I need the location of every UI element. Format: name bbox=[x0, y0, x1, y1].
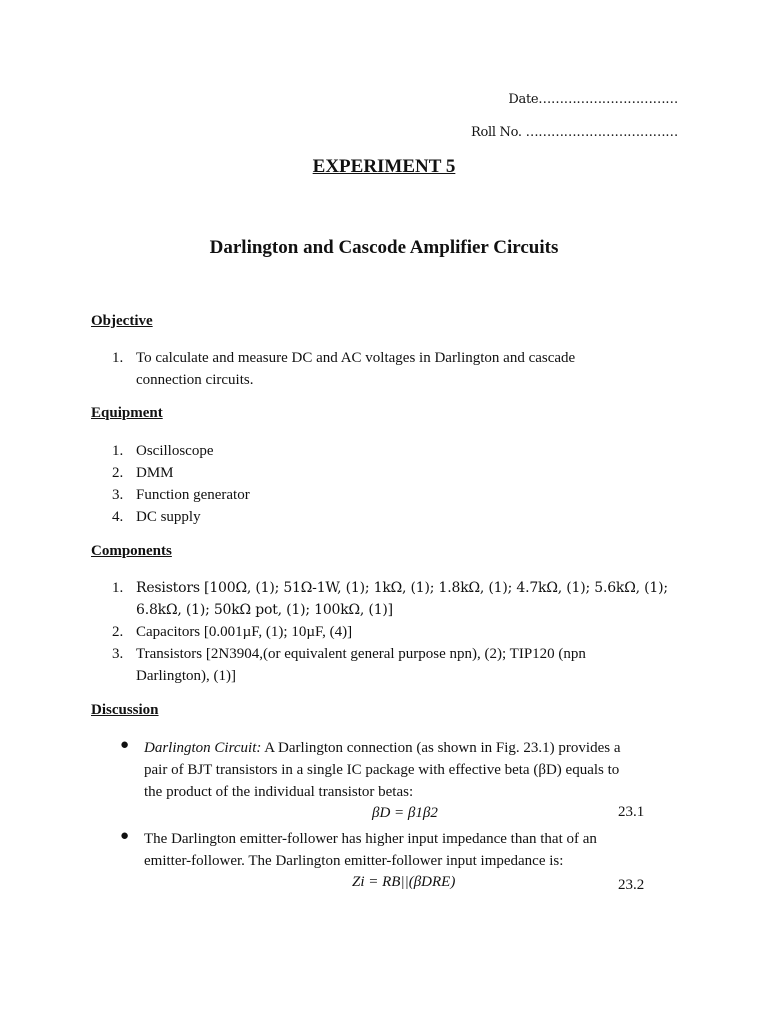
equation-zi: Zi = RB||(βDRE) bbox=[352, 874, 456, 890]
darlington-line-1 bbox=[144, 737, 674, 759]
equation-number: 23.2 bbox=[618, 877, 645, 893]
components-heading: Components bbox=[91, 543, 172, 559]
component-resistors bbox=[136, 577, 676, 621]
equation-beta-d: βD = β1β2 bbox=[372, 805, 438, 821]
equipment-item: Oscilloscope bbox=[136, 443, 214, 459]
darlington-line-2: pair of BJT transistors in a single IC package with effective beta (βD) equals to bbox=[144, 762, 620, 778]
equipment-item: DMM bbox=[136, 465, 174, 481]
equipment-item-number: 4. bbox=[112, 509, 124, 525]
discussion-bullet-darlington bbox=[144, 737, 674, 803]
component-transistors bbox=[136, 643, 676, 687]
objective-item-text bbox=[136, 347, 676, 391]
impedance-line-1: The Darlington emitter-follower has higher input impedance than that of an bbox=[144, 831, 597, 847]
component-item-number: 3. bbox=[112, 646, 124, 662]
darlington-line-1-rest: A Darlington connection (as shown in Fig. 23.1) provides a bbox=[261, 740, 621, 756]
equipment-item-number: 3. bbox=[112, 487, 124, 503]
objective-line-2: connection circuits. bbox=[136, 372, 254, 388]
impedance-line-2: emitter-follower. The Darlington emitter-follower input impedance is: bbox=[144, 853, 564, 869]
equipment-item: Function generator bbox=[136, 487, 250, 503]
discussion-heading: Discussion bbox=[91, 702, 159, 718]
darlington-line-3: the product of the individual transistor betas: bbox=[144, 784, 414, 800]
equipment-item-number: 1. bbox=[112, 443, 124, 459]
transistors-line-2: Darlington), (1)] bbox=[136, 668, 236, 684]
bullet-icon: ● bbox=[120, 828, 130, 844]
objective-line-1: To calculate and measure DC and AC voltages in Darlington and cascade bbox=[136, 350, 576, 366]
bullet-icon: ● bbox=[120, 737, 130, 753]
date-field: Date…………………………… bbox=[508, 92, 678, 107]
equipment-item: DC supply bbox=[136, 509, 201, 525]
page-subtitle: Darlington and Cascode Amplifier Circuits bbox=[209, 237, 559, 258]
component-item-number: 1. bbox=[112, 580, 124, 596]
equipment-item-number: 2. bbox=[112, 465, 124, 481]
component-capacitors: Capacitors [0.001µF, (1); 10µF, (4)] bbox=[136, 624, 353, 640]
transistors-line-1: Transistors [2N3904,(or equivalent general purpose npn), (2); TIP120 (npn bbox=[136, 646, 586, 662]
resistors-line-1: Resistors [100Ω, (1); 51Ω-1W, (1); 1kΩ, (1); 1.8kΩ, (1); 4.7kΩ, (1); 5.6kΩ, (1); bbox=[136, 580, 668, 596]
equipment-heading: Equipment bbox=[91, 405, 163, 421]
component-item-number: 2. bbox=[112, 624, 124, 640]
title-text: EXPERIMENT 5 bbox=[312, 156, 456, 177]
resistors-line-2: 6.8kΩ, (1); 50kΩ pot, (1); 100kΩ, (1)] bbox=[136, 602, 393, 618]
darlington-lead: Darlington Circuit: bbox=[144, 740, 262, 756]
objective-heading: Objective bbox=[91, 313, 153, 329]
page-title bbox=[0, 156, 768, 178]
objective-item-number: 1. bbox=[112, 350, 124, 366]
discussion-bullet-impedance bbox=[144, 828, 674, 872]
equation-number: 23.1 bbox=[618, 804, 645, 820]
roll-number-field: Roll No. ……………………………… bbox=[470, 125, 678, 140]
